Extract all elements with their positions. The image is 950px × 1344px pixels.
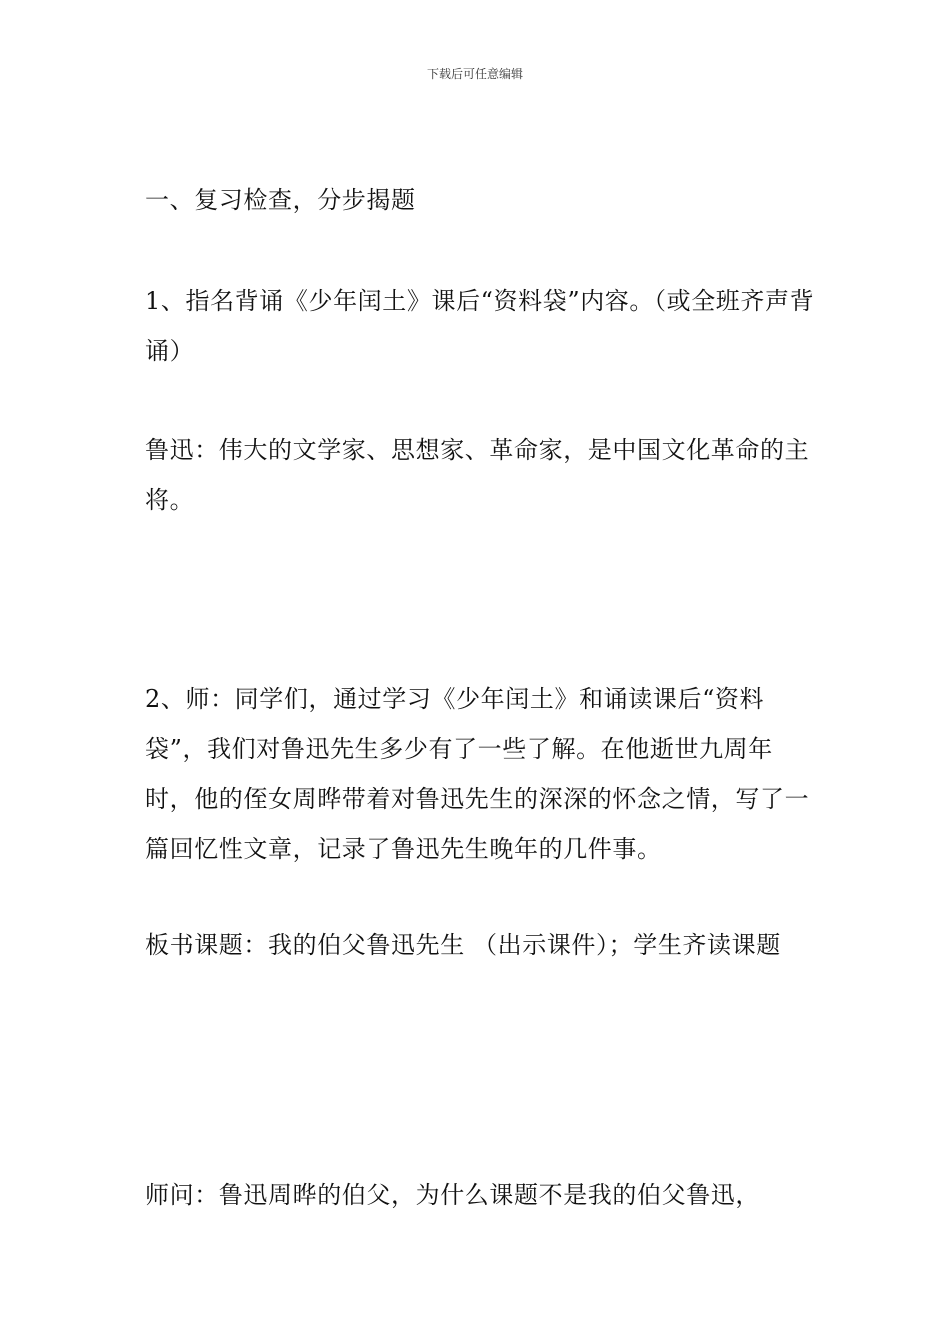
paragraph-board-title: 板书课题：我的伯父鲁迅先生 （出示课件）；学生齐读课题 <box>145 931 781 959</box>
paragraph-teacher-intro: 2、师：同学们，通过学习《少年闰土》和诵读课后“资料袋”，我们对鲁迅先生多少有了一些了解。在他逝世九周年时，他的侄女周晔带着对鲁迅先生的深深的怀念之情，写了一篇回忆性文章，记录了鲁迅先生晚年的几件事。 <box>145 685 810 863</box>
paragraph-recite: 1、指名背诵《少年闰土》课后“资料袋”内容。（或全班齐声背诵） <box>145 287 815 365</box>
page-header-note: 下载后可任意编辑 <box>426 67 523 81</box>
paragraph-luxun-intro: 鲁迅：伟大的文学家、思想家、革命家，是中国文化革命的主将。 <box>145 436 810 514</box>
section-heading: 一、复习检查，分步揭题 <box>145 186 416 214</box>
paragraph-teacher-question: 师问：鲁迅周晔的伯父，为什么课题不是我的伯父鲁迅， <box>145 1181 760 1209</box>
